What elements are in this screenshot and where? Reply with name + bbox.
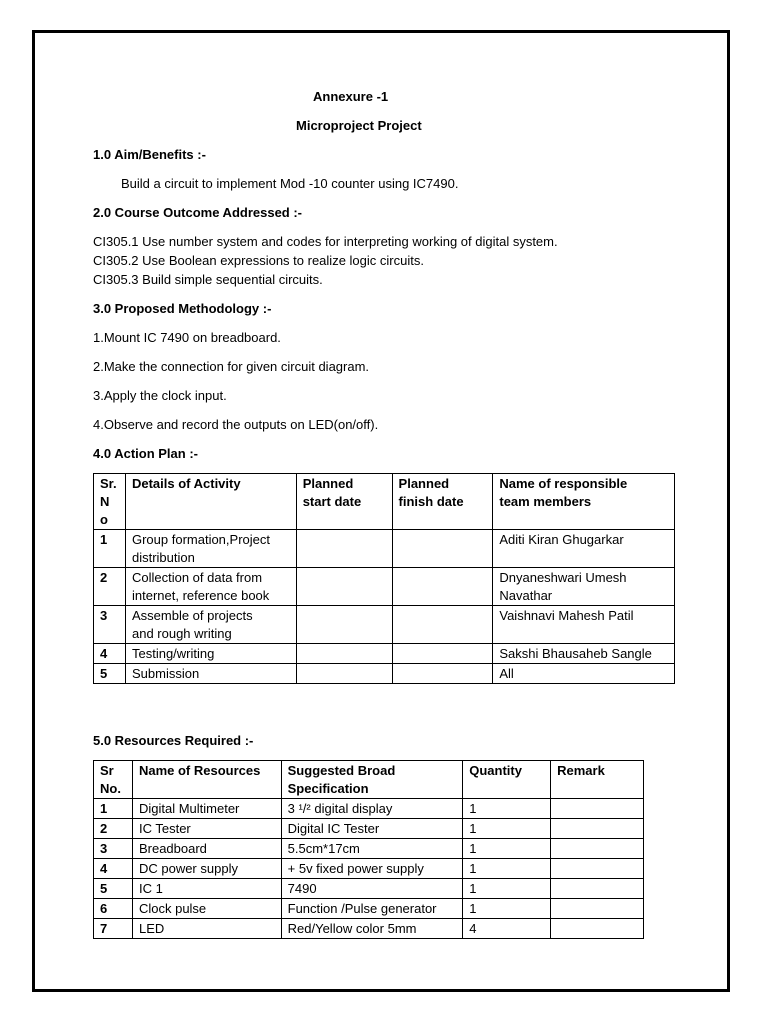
table-row xyxy=(94,919,644,939)
methodology-step: 4.Observe and record the outputs on LED(on/off). xyxy=(93,417,379,432)
document-title: Microproject Project xyxy=(296,118,422,133)
resources-table xyxy=(93,760,644,939)
table-header-row xyxy=(94,474,675,530)
table-cell: 1 xyxy=(463,839,551,859)
resources-heading: 5.0 Resources Required :- xyxy=(93,733,254,748)
action-plan-table xyxy=(93,473,675,684)
table-cell: LED xyxy=(132,919,281,939)
header-cell: Name of Resources xyxy=(132,761,281,799)
table-row xyxy=(94,879,644,899)
table-header-row xyxy=(94,761,644,799)
outcome-item: CI305.3 Build simple sequential circuits. xyxy=(93,272,323,287)
table-cell xyxy=(392,606,493,644)
methodology-step: 3.Apply the clock input. xyxy=(93,388,227,403)
outcomes-heading: 2.0 Course Outcome Addressed :- xyxy=(93,205,303,220)
table-cell: Breadboard xyxy=(132,839,281,859)
table-cell xyxy=(551,799,644,819)
table-cell: IC 1 xyxy=(132,879,281,899)
table-row xyxy=(94,530,675,568)
table-cell: Red/Yellow color 5mm xyxy=(281,919,463,939)
table-cell: 3 ¹/² digital display xyxy=(281,799,463,819)
table-cell: + 5v fixed power supply xyxy=(281,859,463,879)
methodology-step: 1.Mount IC 7490 on breadboard. xyxy=(93,330,281,345)
action-plan-heading: 4.0 Action Plan :- xyxy=(93,446,198,461)
header-cell: Remark xyxy=(551,761,644,799)
table-cell xyxy=(392,568,493,606)
table-cell: 1 xyxy=(94,799,133,819)
table-cell: 7 xyxy=(94,919,133,939)
table-cell: DC power supply xyxy=(132,859,281,879)
table-cell: IC Tester xyxy=(132,819,281,839)
table-cell xyxy=(392,664,493,684)
table-cell: 7490 xyxy=(281,879,463,899)
table-cell: 1 xyxy=(463,799,551,819)
table-cell: Collection of data from internet, reference book xyxy=(125,568,296,606)
table-row xyxy=(94,839,644,859)
table-row xyxy=(94,568,675,606)
table-cell: 3 xyxy=(94,839,133,859)
table-cell: Dnyaneshwari Umesh Navathar xyxy=(493,568,675,606)
table-cell: Testing/writing xyxy=(125,644,296,664)
table-row xyxy=(94,664,675,684)
aim-text: Build a circuit to implement Mod -10 counter using IC7490. xyxy=(121,176,459,191)
table-row xyxy=(94,799,644,819)
annexure-label: Annexure -1 xyxy=(313,89,389,104)
table-cell: 4 xyxy=(94,644,126,664)
table-cell xyxy=(551,859,644,879)
header-cell: Planned start date xyxy=(296,474,392,530)
table-cell xyxy=(296,644,392,664)
methodology-heading: 3.0 Proposed Methodology :- xyxy=(93,301,272,316)
table-cell: 5.5cm*17cm xyxy=(281,839,463,859)
table-cell: 1 xyxy=(94,530,126,568)
header-cell: Sr No. xyxy=(94,761,133,799)
table-cell: 3 xyxy=(94,606,126,644)
table-cell xyxy=(296,568,392,606)
table-cell: 2 xyxy=(94,819,133,839)
table-cell xyxy=(296,606,392,644)
methodology-step: 2.Make the connection for given circuit diagram. xyxy=(93,359,370,374)
table-cell: Sakshi Bhausaheb Sangle xyxy=(493,644,675,664)
header-cell: Details of Activity xyxy=(125,474,296,530)
table-cell: Aditi Kiran Ghugarkar xyxy=(493,530,675,568)
table-cell xyxy=(392,530,493,568)
table-cell: Assemble of projects and rough writing xyxy=(125,606,296,644)
header-cell: Suggested Broad Specification xyxy=(281,761,463,799)
table-cell xyxy=(551,899,644,919)
table-cell: 1 xyxy=(463,859,551,879)
table-row xyxy=(94,819,644,839)
table-cell: Clock pulse xyxy=(132,899,281,919)
table-row xyxy=(94,859,644,879)
table-cell: 5 xyxy=(94,664,126,684)
header-cell: Planned finish date xyxy=(392,474,493,530)
table-cell: 4 xyxy=(463,919,551,939)
table-row xyxy=(94,899,644,919)
table-cell: All xyxy=(493,664,675,684)
table-cell xyxy=(551,819,644,839)
header-cell: Sr. N o xyxy=(94,474,126,530)
outcome-item: CI305.2 Use Boolean expressions to realize logic circuits. xyxy=(93,253,424,268)
table-cell xyxy=(551,839,644,859)
header-cell: Name of responsible team members xyxy=(493,474,675,530)
table-cell: 5 xyxy=(94,879,133,899)
table-cell xyxy=(296,664,392,684)
table-cell: Function /Pulse generator xyxy=(281,899,463,919)
table-cell: 6 xyxy=(94,899,133,919)
table-cell: 1 xyxy=(463,879,551,899)
table-cell: Vaishnavi Mahesh Patil xyxy=(493,606,675,644)
table-cell: Group formation,Project distribution xyxy=(125,530,296,568)
table-cell: Submission xyxy=(125,664,296,684)
header-cell: Quantity xyxy=(463,761,551,799)
table-cell: 2 xyxy=(94,568,126,606)
table-cell: 1 xyxy=(463,819,551,839)
table-cell: 1 xyxy=(463,899,551,919)
aim-heading: 1.0 Aim/Benefits :- xyxy=(93,147,206,162)
table-row xyxy=(94,606,675,644)
table-cell xyxy=(296,530,392,568)
table-cell: Digital Multimeter xyxy=(132,799,281,819)
table-cell xyxy=(392,644,493,664)
table-row xyxy=(94,644,675,664)
table-cell: Digital IC Tester xyxy=(281,819,463,839)
table-cell xyxy=(551,919,644,939)
table-cell xyxy=(551,879,644,899)
table-cell: 4 xyxy=(94,859,133,879)
outcome-item: CI305.1 Use number system and codes for interpreting working of digital system. xyxy=(93,234,558,249)
